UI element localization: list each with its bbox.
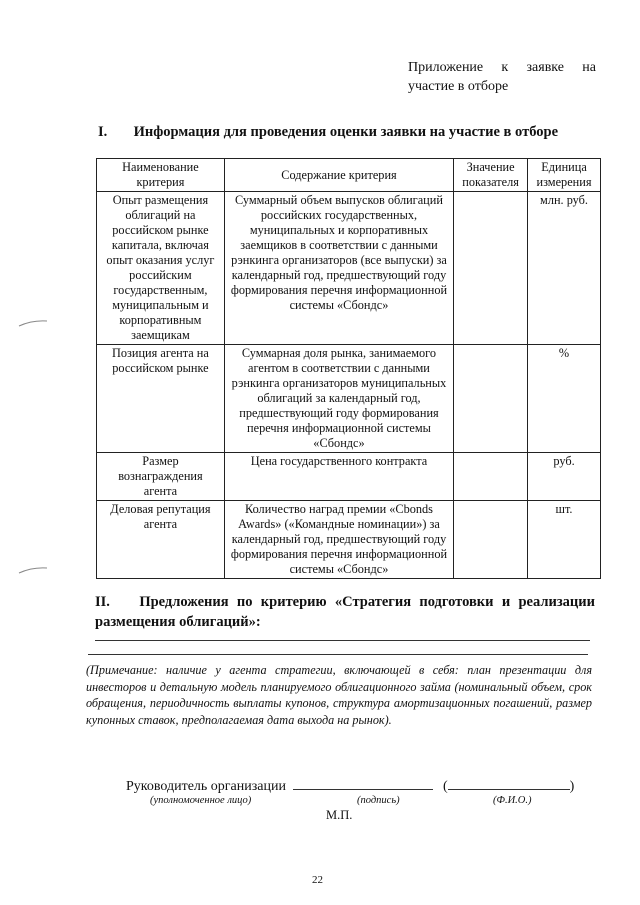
table-header-row [97,159,601,192]
caption-fio: (Ф.И.О.) [493,795,532,806]
table-row [97,453,601,501]
criterion-content: Суммарная доля рынка, занимаемого агентом в соответствии с данными рэнкинга организаторов муниципальных облигаций за календарный год, предшествующий году формирования перечня информационной системы «Сбондс» [224,345,453,453]
header-note-word: на [582,60,596,75]
criterion-name: Позиция агента на российском рынке [97,345,225,453]
section1-number: I. [98,124,108,140]
indicator-value-cell[interactable] [454,192,528,345]
header-criterion-name: Наименование критерия [97,159,225,192]
criterion-content: Цена государственного контракта [224,453,453,501]
table-row [97,345,601,453]
caption-signature: (подпись) [357,795,400,806]
stamp-place: М.П. [326,808,353,822]
header-note-line2: участие в отборе [408,79,509,94]
answer-line[interactable] [88,654,588,655]
caption-authorized-person: (уполномоченное лицо) [150,795,252,806]
unit-cell: % [528,345,601,453]
page-number: 22 [312,874,323,886]
section1-heading [98,124,558,141]
indicator-value-cell[interactable] [454,501,528,579]
criterion-note: (Примечание: наличие у агента стратегии, включающей в себя: план презентации для инвесторов и детальную модель планируемого облигационного займа (номинальный объем, срок обращения, периодичность выплаты купонов, структура амортизационных погашений, размер купонных ставок, предполагаемая дата выхода на рынок). [86,663,592,727]
header-note-word: заявке [526,60,564,75]
signature-field[interactable] [293,775,433,790]
indicator-value-cell[interactable] [454,453,528,501]
section2-number: II. [95,594,110,610]
criteria-table [96,158,601,579]
header-note-word: к [501,60,509,75]
section1-title: Информация для проведения оценки заявки на участие в отборе [133,124,559,140]
fio-close-paren: ) [569,779,575,794]
header-unit: Единица измерения [528,159,601,192]
scan-mark-left-1 [18,318,48,328]
criterion-content: Количество наград премии «Cbonds Awards» («Командные номинации») за календарный год, предшествующий году формирования перечня информационной системы «Сбондс» [224,501,453,579]
indicator-value-cell[interactable] [454,345,528,453]
section2-heading [95,592,595,632]
header-note-word: Приложение [408,60,484,75]
header-criterion-content: Содержание критерия [224,159,453,192]
header-note [408,58,596,96]
unit-cell: шт. [528,501,601,579]
criterion-content: Суммарный объем выпусков облигаций российских государственных, муниципальных и корпоративных заемщиков в соответствии с данными рэнкинга организаторов (все выпуски) за календарный год, предшествующий году формирования перечня информационной системы «Сбондс» [224,192,453,345]
criterion-name: Деловая репутация агента [97,501,225,579]
section2-title: Предложения по критерию «Стратегия подготовки и реализации размещения облигаций»: [95,594,595,630]
signature-label: Руководитель организации [126,779,286,794]
signature-line [126,775,574,795]
fio-open-paren: ( [442,779,448,794]
table-row [97,192,601,345]
criterion-name: Опыт размещения облигаций на российском рынке капитала, включая опыт оказания услуг российским государственным, муниципальным и корпоративным заемщикам [97,192,225,345]
unit-cell: млн. руб. [528,192,601,345]
fio-field[interactable] [448,775,570,790]
table-row [97,501,601,579]
unit-cell: руб. [528,453,601,501]
criterion-name: Размер вознаграждения агента [97,453,225,501]
header-indicator-value: Значение показателя [454,159,528,192]
answer-line[interactable] [95,640,590,641]
header-note-line1 [408,58,596,77]
scan-mark-left-2 [18,565,48,575]
